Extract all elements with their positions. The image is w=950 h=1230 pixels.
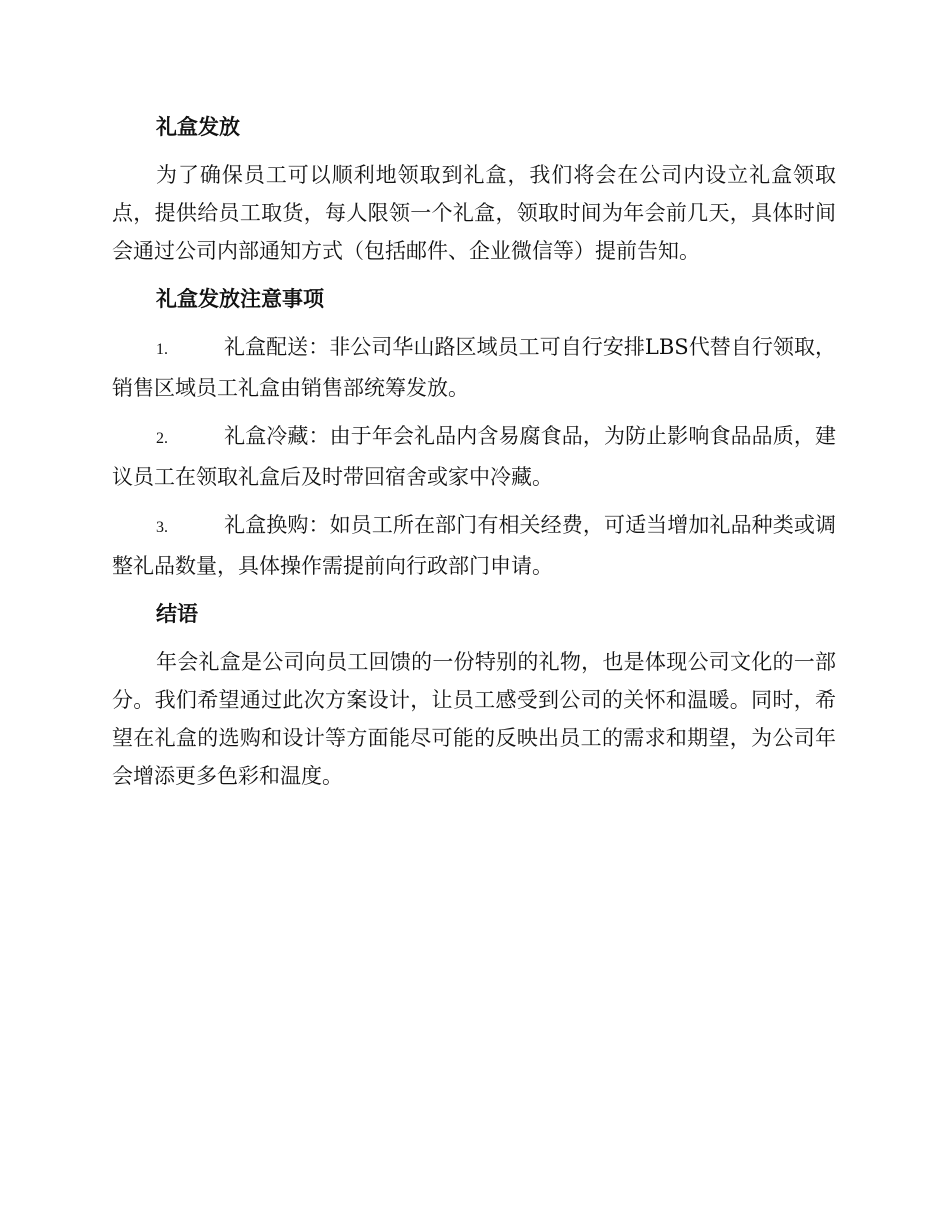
distribution-paragraph: 为了确保员工可以顺利地领取到礼盒，我们将会在公司内设立礼盒领取点，提供给员工取货，每人限领一个礼盒，领取时间为年会前几天，具体时间会通过公司内部通知方式（包括邮件、企业微信等）提前告知。 <box>112 163 836 263</box>
list-number: 3. <box>156 519 168 536</box>
list-item <box>112 417 836 496</box>
section-heading-conclusion: 结语 <box>156 602 198 626</box>
list-item <box>112 506 836 585</box>
section-heading-distribution: 礼盒发放 <box>156 115 240 139</box>
list-number: 2. <box>156 430 168 447</box>
section-heading-notes: 礼盒发放注意事项 <box>156 287 324 311</box>
list-item-text: 礼盒换购：如员工所在部门有相关经费，可适当增加礼品种类或调整礼品数量，具体操作需提前向行政部门申请。 <box>112 513 836 578</box>
list-item-text: 礼盒冷藏：由于年会礼品内含易腐食品，为防止影响食品品质，建议员工在领取礼盒后及时带回宿舍或家中冷藏。 <box>112 424 836 489</box>
list-item-text: 礼盒配送：非公司华山路区域员工可自行安排LBS代替自行领取，销售区域员工礼盒由销售部统筹发放。 <box>112 335 836 400</box>
document-page <box>112 108 836 805</box>
list-number: 1. <box>156 341 168 358</box>
list-item <box>112 328 836 407</box>
conclusion-paragraph: 年会礼盒是公司向员工回馈的一份特别的礼物，也是体现公司文化的一部分。我们希望通过此次方案设计，让员工感受到公司的关怀和温暖。同时，希望在礼盒的选购和设计等方面能尽可能的反映出员工的需求和期望，为公司年会增添更多色彩和温度。 <box>112 650 836 788</box>
